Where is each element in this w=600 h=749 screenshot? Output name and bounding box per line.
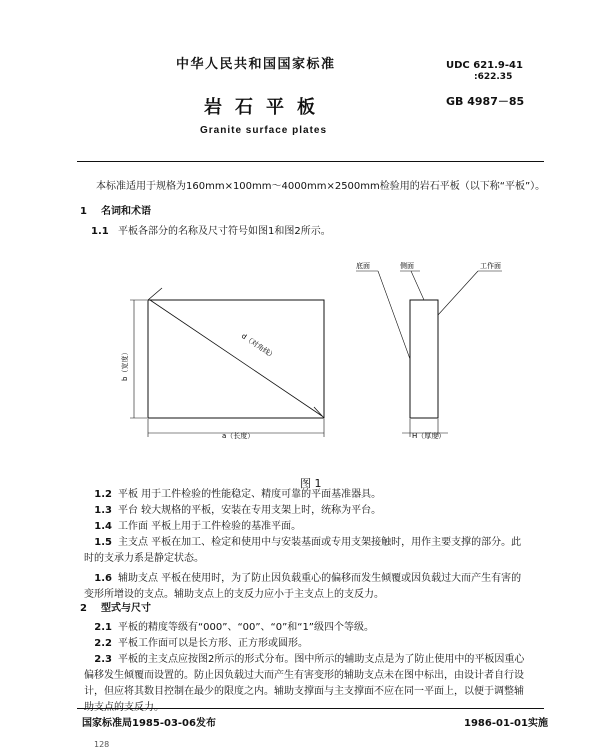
diagonal-extension-bottom: [314, 407, 324, 418]
document-title: 岩石平板: [204, 97, 328, 118]
header-divider: [77, 161, 544, 162]
gb-standard-code: GB 4987－85: [446, 95, 525, 108]
definition-row: [80, 487, 550, 503]
label-thickness: H（厚度）: [412, 432, 446, 440]
definition-text: 辅助支点 平板在使用时，为了防止因负载重心的偏移而发生倾覆或因负载过大而产生有害的: [118, 573, 522, 584]
section-2-clauses: [80, 620, 550, 716]
section-1-title: 名词和术语: [101, 206, 151, 217]
diagonal-extension-top: [148, 288, 162, 300]
clause-number: 2.1: [94, 622, 112, 633]
clause-continuation: 偏移发生倾覆而设置的。防止因负载过大而产生有害变形的辅助支点未在图中标出，由设计者自行设: [84, 670, 524, 681]
figure-1-plate-diagram: [100, 255, 530, 455]
figure-1-caption: 图 1: [300, 477, 322, 490]
plate-front-view: [148, 300, 324, 418]
scope-paragraph: 本标准适用于规格为160mm×100mm～4000mm×2500mm检验用的岩石平板（以下称“平板”）。: [96, 181, 546, 192]
definition-number: 1.2: [94, 489, 112, 500]
clause-number: 2.3: [94, 654, 112, 665]
plate-side-view: [410, 300, 438, 418]
udc-code: UDC 621.9-41: [446, 60, 523, 71]
label-work-face: 工作面: [480, 262, 501, 270]
definition-row: [80, 571, 550, 587]
definition-number: 1.5: [94, 537, 112, 548]
definition-text: 主支点 平板在加工、检定和使用中与安装基面或专用支架接触时，用作主要支撑的部分。此: [118, 537, 522, 548]
clause-1-1-text: 平板各部分的名称及尺寸符号如图1和图2所示。: [118, 226, 331, 237]
clause-row: [80, 652, 550, 668]
definition-text: 工作面 平板上用于工件检验的基准平面。: [118, 521, 302, 532]
clause-row: [80, 636, 550, 652]
clause-text: 平板工作面可以是长方形、正方形或圆形。: [118, 638, 308, 649]
definitions-list: [80, 487, 550, 603]
udc-code-continued: :622.35: [474, 72, 513, 82]
definition-row: [80, 535, 550, 551]
clause-number: 2.2: [94, 638, 112, 649]
definition-continuation: 变形所增设的支点。辅助支点上的支反力应小于主支点上的支反力。: [84, 589, 384, 600]
document-title-english: Granite surface plates: [200, 125, 328, 136]
label-bottom-face: 底面: [356, 262, 370, 270]
effective-date: 1986-01-01实施: [464, 718, 548, 729]
footer-divider: [77, 708, 544, 709]
definition-row: [80, 503, 550, 519]
definition-text: 平台 较大规格的平板，安装在专用支架上时，统称为平台。: [118, 505, 382, 516]
page-number: 128: [94, 740, 110, 749]
clause-continuation: 计，但应将其数目控制在最少的限度之内。辅助支撑面与主支撑面不应在同一平面上，以便于调整辅: [84, 686, 524, 697]
bottom-face-leader: [378, 271, 410, 359]
definition-row: [80, 519, 550, 535]
definition-number: 1.4: [94, 521, 112, 532]
label-width: b（宽度）: [121, 348, 129, 381]
definition-continuation: 时的支承力系是静定状态。: [84, 553, 204, 564]
section-2-number: 2: [80, 603, 87, 614]
side-face-leader: [411, 271, 424, 300]
label-side-face: 侧面: [400, 262, 414, 270]
section-1-number: 1: [80, 206, 87, 217]
clause-text: 平板的精度等级有“000”、“00”、“0”和“1”级四个等级。: [118, 622, 374, 633]
definition-text: 平板 用于工件检验的性能稳定、精度可靠的平面基准器具。: [118, 489, 382, 500]
clause-continuation: 助支点的支反力。: [84, 702, 164, 713]
work-face-leader: [438, 271, 478, 315]
definition-number: 1.6: [94, 573, 112, 584]
clause-text: 平板的主支点应按图2所示的形式分布。图中所示的辅助支点是为了防止使用中的平板因重心: [118, 654, 525, 665]
label-diagonal: d（对角线）: [239, 332, 278, 361]
issue-date: 国家标准局1985-03-06发布: [82, 718, 216, 729]
issuing-authority: 中华人民共和国国家标准: [176, 57, 336, 72]
definition-number: 1.3: [94, 505, 112, 516]
diagonal-dimension-line: [150, 300, 322, 416]
label-length: a（长度）: [222, 432, 255, 440]
clause-row: [80, 620, 550, 636]
clause-1-1-number: 1.1: [91, 226, 109, 237]
section-2-title: 型式与尺寸: [101, 603, 151, 614]
